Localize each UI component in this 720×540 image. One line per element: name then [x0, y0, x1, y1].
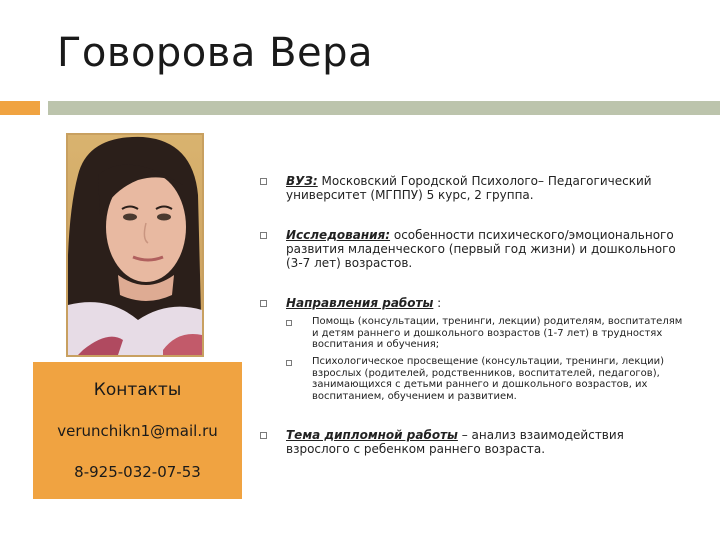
- square-bullet-icon: [260, 178, 267, 185]
- item-label: Тема дипломной работы: [286, 428, 458, 442]
- contact-email: verunchikn1@mail.ru: [57, 422, 218, 440]
- contacts-heading: Контакты: [93, 380, 182, 400]
- contact-phone: 8-925-032-07-53: [74, 463, 201, 481]
- item-label: Исследования:: [286, 228, 391, 242]
- list-item: [260, 228, 690, 270]
- sub-item-text: Психологическое просвещение (консультации, тренинги, лекции) взрослых (родителей, родственников, воспитателей, педагогов), занимающихся с детьми раннего и дошкольного возрастов, их воспитанием, обучением и развитием.: [312, 356, 665, 402]
- item-text: особенности психического/эмоционального развития младенческого (первый год жизни) и дошкольного (3-7 лет) возрастов.: [286, 228, 676, 270]
- item-text: Московский Городской Психолого– Педагогический университет (МГППУ) 5 курс, 2 группа.: [286, 174, 652, 202]
- item-text: – анализ взаимодействия взрослого с ребенком раннего возраста.: [286, 428, 624, 456]
- accent-bar-orange: [0, 101, 40, 115]
- item-label: ВУЗ:: [286, 174, 318, 188]
- list-item: [260, 428, 690, 456]
- square-bullet-icon: [260, 432, 267, 439]
- sub-item-text: Помощь (консультации, тренинги, лекции) родителям, воспитателям и детям раннего и дошкольного возрастов (1-7 лет) в трудностях воспитания и обучения;: [312, 316, 683, 350]
- sub-list-item: [286, 316, 690, 351]
- item-text: :: [433, 296, 442, 310]
- square-bullet-icon: [260, 232, 267, 239]
- accent-bar-gray: [48, 101, 720, 115]
- square-bullet-icon: [286, 360, 292, 366]
- item-label: Направления работы: [286, 296, 434, 310]
- page-title: Говорова Вера: [57, 30, 374, 76]
- square-bullet-icon: [286, 320, 292, 326]
- list-item: [260, 174, 690, 202]
- portrait-photo: [66, 133, 204, 357]
- square-bullet-icon: [260, 300, 267, 307]
- contacts-panel: [33, 362, 242, 499]
- sub-list-item: [286, 356, 690, 402]
- list-item: [260, 296, 690, 310]
